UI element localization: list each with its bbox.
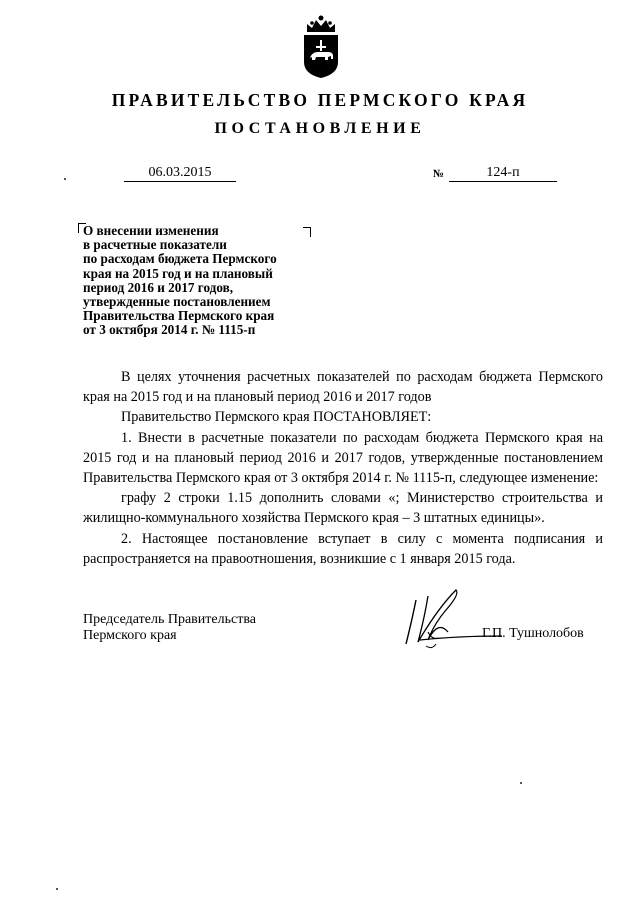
number-sign: №: [433, 168, 445, 180]
document-type: ПОСТАНОВЛЕНИЕ: [214, 120, 426, 137]
body-paragraph: В целях уточнения расчетных показателей по расходам бюджета Пермского края на 2015 год и на плановый период 2016 и 2017 годов: [83, 369, 603, 406]
signer-name: Г.П. Тушнолобов: [482, 626, 584, 641]
subject-line: края на 2015 год и на плановый: [83, 265, 273, 281]
subject-block: [83, 224, 323, 338]
body-text: [83, 367, 603, 569]
subject-line: в расчетные показатели: [83, 237, 227, 253]
body-paragraph: 1. Внести в расчетные показатели по расходам бюджета Пермского края на 2015 год и на плановый период 2016 и 2017 годов, утвержденные постановлением Правительства Пермского края от 3 октября 2014 г. № 1115-п, следующее изменение:: [83, 429, 603, 487]
handwritten-signature: [398, 580, 508, 660]
subject-line: по расходам бюджета Пермского: [83, 251, 277, 267]
document-date: 06.03.2015: [124, 164, 236, 182]
coat-of-arms-icon: [298, 12, 344, 80]
subject-line: период 2016 и 2017 годов,: [83, 279, 234, 295]
subject-line: О внесении изменения: [83, 223, 219, 238]
scan-speck: [520, 782, 522, 784]
scan-speck: [64, 178, 66, 180]
signer-position-line: Председатель Правительства: [83, 612, 256, 627]
document-number: 124-п: [449, 164, 557, 182]
body-paragraph: Правительство Пермского края ПОСТАНОВЛЯЕТ:: [121, 409, 432, 426]
subject-line: от 3 октября 2014 г. № 1115-п: [83, 322, 256, 338]
body-paragraph: графу 2 строки 1.15 дополнить словами «; Министерство строительства и жилищно-коммунального хозяйства Пермского края – 3 штатных единицы».: [83, 490, 603, 527]
scan-speck: [56, 888, 58, 890]
signer-position-line: Пермского края: [83, 628, 177, 643]
subject-line: утвержденные постановлением: [83, 294, 271, 310]
government-title: ПРАВИТЕЛЬСТВО ПЕРМСКОГО КРАЯ: [111, 90, 529, 110]
subject-line: Правительства Пермского края: [83, 308, 275, 324]
signer-position: [83, 612, 256, 644]
body-paragraph: 2. Настоящее постановление вступает в силу с момента подписания и распространяется на правоотношения, возникшие с 1 января 2015 года.: [83, 530, 603, 567]
